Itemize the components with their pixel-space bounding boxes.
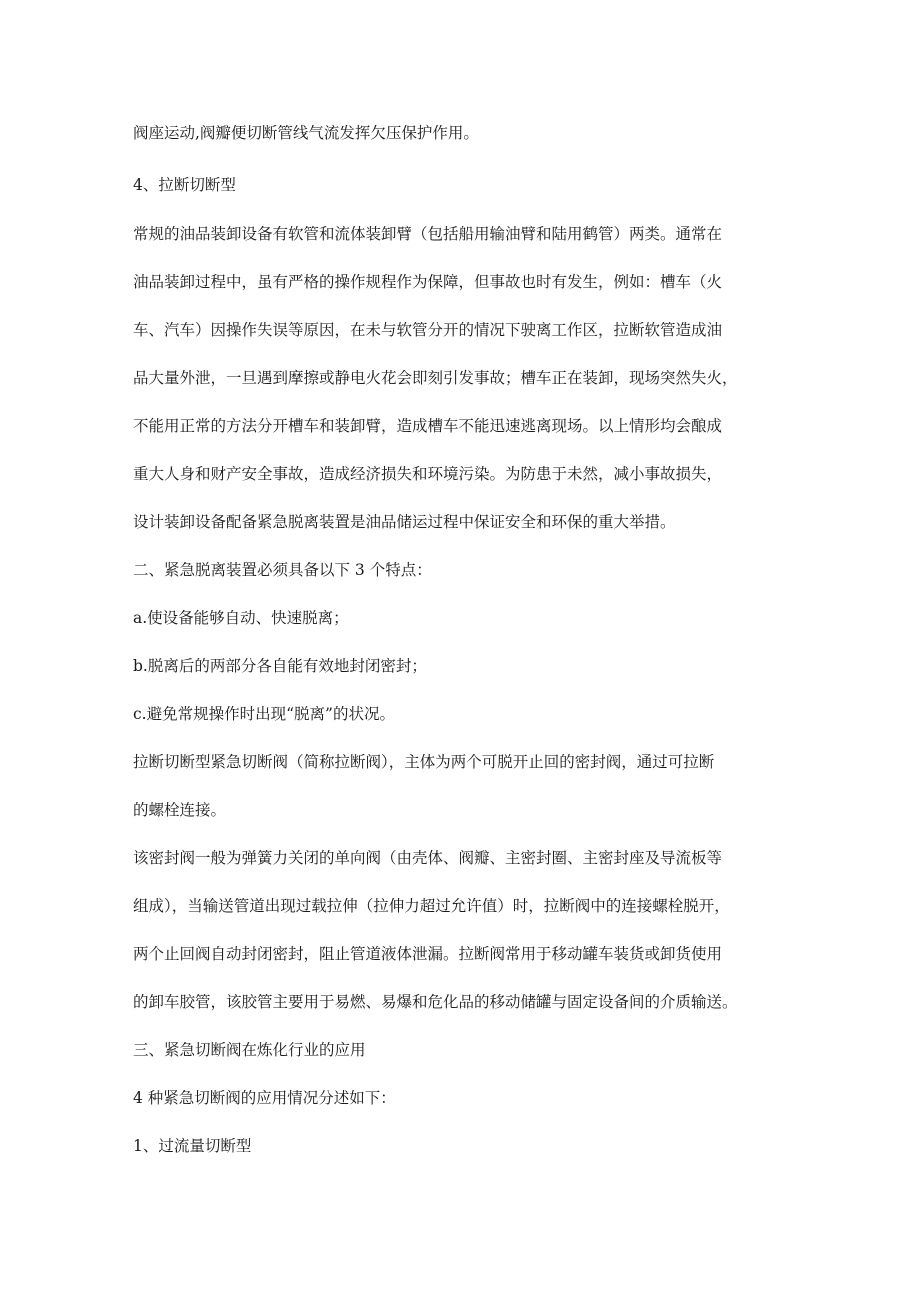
text-line: 车、汽车）因操作失误等原因，在未与软管分开的情况下驶离工作区，拉断软管造成油 [133,321,723,339]
text-line: 两个止回阀自动封闭密封，阻止管道液体泄漏。拉断阀常用于移动罐车装货或卸货使用 [133,945,723,963]
text-line: 阀座运动,阀瓣便切断管线气流发挥欠压保护作用。 [133,124,479,142]
text-line: 的卸车胶管，该胶管主要用于易燃、易爆和危化品的移动储罐与固定设备间的介质输送。 [133,993,738,1011]
list-item: a.使设备能够自动、快速脱离； [133,609,349,627]
text-line: 4 种紧急切断阀的应用情况分述如下： [133,1089,396,1107]
text-line: 品大量外泄，一旦遇到摩擦或静电火花会即刻引发事故；槽车正在装卸，现场突然失火， [133,369,738,387]
text-line: 拉断切断型紧急切断阀（简称拉断阀），主体为两个可脱开止回的密封阀，通过可拉断 [133,753,715,771]
text-line: 设计装卸设备配备紧急脱离装置是油品储运过程中保证安全和环保的重大举措。 [133,513,676,531]
text-line: 重大人身和财产安全事故，造成经济损失和环境污染。为防患于未然，减小事故损失， [133,465,723,483]
text-line: 不能用正常的方法分开槽车和装卸臂，造成槽车不能迅速逃离现场。以上情形均会酿成 [133,417,723,435]
list-item: b.脱离后的两部分各自能有效地封闭密封； [133,657,427,675]
section-heading: 1、过流量切断型 [133,1137,252,1155]
section-heading: 二、紧急脱离装置必须具备以下 3 个特点： [133,561,432,579]
text-line: 组成），当输送管道出现过载拉伸（拉伸力超过允许值）时，拉断阀中的连接螺栓脱开， [133,897,730,915]
text-line: 常规的油品装卸设备有软管和流体装卸臂（包括船用输油臂和陆用鹤管）两类。通常在 [133,225,723,243]
list-item: c.避免常规操作时出现“脱离”的状况。 [133,705,395,723]
text-line: 该密封阀一般为弹簧力关闭的单向阀（由壳体、阀瓣、主密封圈、主密封座及导流板等 [133,849,723,867]
section-heading: 4、拉断切断型 [133,176,236,194]
text-line: 的螺栓连接。 [133,801,227,819]
text-line: 油品装卸过程中，虽有严格的操作规程作为保障，但事故也时有发生，例如：槽车（火 [133,273,723,291]
section-heading: 三、紧急切断阀在炼化行业的应用 [133,1041,366,1059]
